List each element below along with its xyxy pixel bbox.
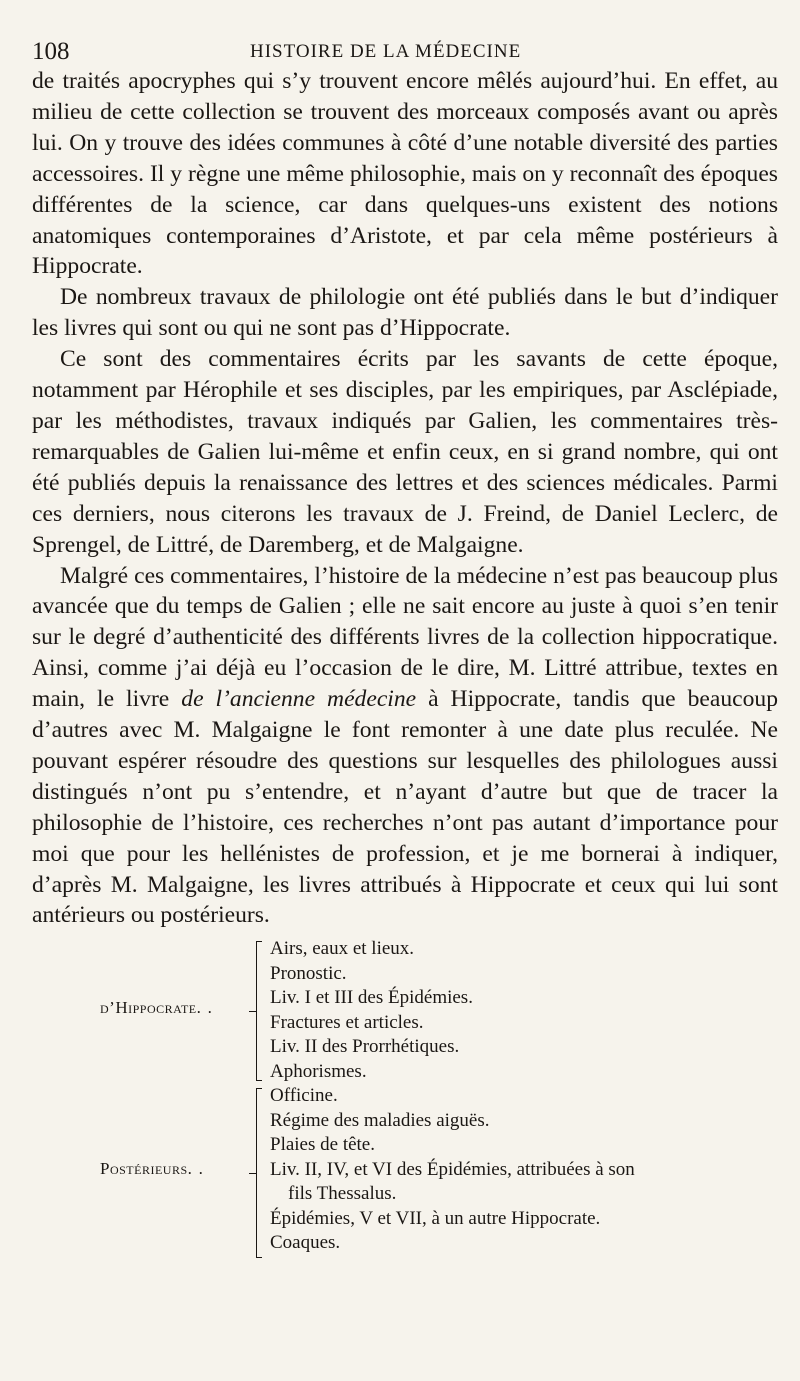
- paragraph-4: [32, 561, 778, 932]
- page-number: 108: [32, 38, 70, 65]
- list-item: Coaques.: [270, 1232, 341, 1254]
- list-item-line-2: fils Thessalus.: [288, 1183, 397, 1205]
- paragraph-4-part-b: à Hippocrate, tandis que beaucoup d’autres avec M. Malgaigne le font remonter à une date plus reculée. Ne pouvant espérer résoudre des questions sur lesquelles des philologues aussi distingués n’ont pu s’entendre, et n’ayant d’autre but que de tracer la philosophie de l’histoire, ces recherches n’ont pas autant d’importance pour moi que pour les hellénistes de profession, et je me bornerai à indiquer, d’après M. Malgaigne, les livres attribués à Hippocrate et ceux qui lui sont antérieurs ou postérieurs.: [32, 686, 778, 929]
- running-head: [32, 32, 778, 66]
- book-title-italic: de l’ancienne médecine: [181, 686, 417, 713]
- paragraph-1: de traités apocryphes qui s’y trouvent encore mêlés aujourd’hui. En effet, au milieu de cette collection se trouvent des morceaux composés avant ou après lui. On y trouve des idées communes à côté d’une notable diversité des parties accessoires. Il y règne une même philosophie, mais on y reconnaît des époques différentes de la science, car dans quelques-uns existent des notions anatomiques contemporaines d’Aristote, et par cela même postérieurs à Hippocrate.: [32, 68, 778, 280]
- paragraph-2: De nombreux travaux de philologie ont été publiés dans le but d’indiquer les livres qui sont ou qui ne sont pas d’Hippocrate.: [32, 284, 778, 342]
- list-item: Airs, eaux et lieux.: [270, 938, 415, 960]
- list-item: Officine.: [270, 1085, 338, 1107]
- list-item: Régime des maladies aiguës.: [270, 1109, 490, 1131]
- list-item: Liv. I et III des Épidémies.: [270, 987, 473, 1009]
- book-list: [32, 937, 778, 1260]
- list-item: Plaies de tête.: [270, 1134, 375, 1156]
- brace-hippocrate: [256, 941, 271, 1081]
- list-item: Aphorismes.: [270, 1060, 367, 1082]
- group-hippocrate: [32, 937, 778, 1084]
- paragraph-3: Ce sont des commentaires écrits par les savants de cette époque, notamment par Hérophile et ses disciples, par les empiriques, par Asclépiade, par les méthodistes, travaux indiqués par Galien, les commentaires très-remarquables de Galien lui-même et enfin ceux, en si grand nombre, qui ont été publiés depuis la renaissance des lettres et des sciences médicales. Parmi ces derniers, nous citerons les travaux de J. Freind, de Daniel Leclerc, de Sprengel, de Littré, de Daremberg, et de Malgaigne.: [32, 346, 778, 558]
- list-item: Épidémies, V et VII, à un autre Hippocrate.: [270, 1207, 601, 1229]
- list-item: Liv. II des Prorrhétiques.: [270, 1036, 460, 1058]
- running-title: HISTOIRE DE LA MÉDECINE: [250, 41, 522, 62]
- brace-posterieurs: [256, 1088, 271, 1258]
- list-item: Fractures et articles.: [270, 1011, 424, 1033]
- list-item-line-1: Liv. II, IV, et VI des Épidémies, attribuées à son: [270, 1158, 635, 1180]
- paragraph-4-part-a: Malgré ces commentaires, l’histoire de la médecine n’est pas beaucoup plus avancée que du temps de Galien ; elle ne sait encore au juste à quoi s’en tenir sur le degré d’authenticité des différents livres de la collection hippocratique. Ainsi, comme j’ai déjà eu l’occasion de le dire, M. Littré attribue, textes en main, le livre: [32, 562, 778, 713]
- list-item: [270, 1158, 778, 1207]
- group-label-posterieurs: Postérieurs. .: [100, 1159, 205, 1179]
- list-item: Pronostic.: [270, 962, 347, 984]
- group-posterieurs: [32, 1084, 778, 1260]
- group-label-hippocrate: d’Hippocrate. .: [100, 998, 214, 1018]
- body-text: [32, 66, 778, 931]
